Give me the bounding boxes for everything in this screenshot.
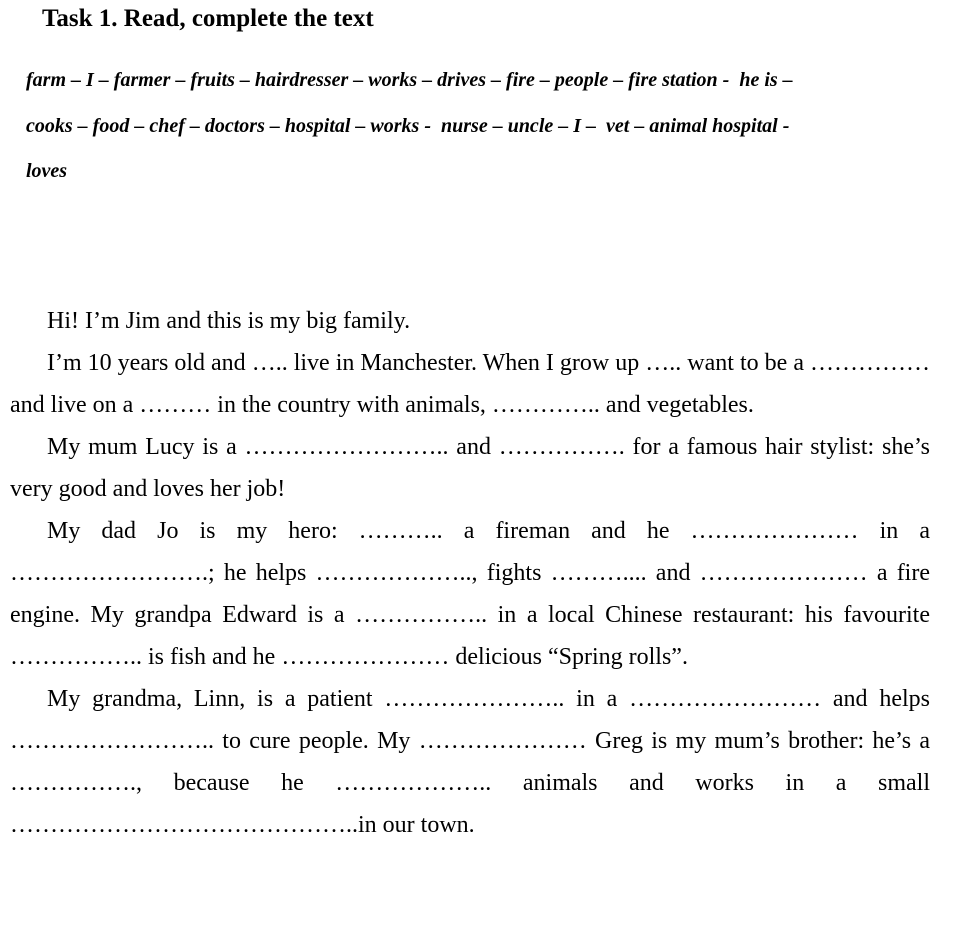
word-bank-line: farm – I – farmer – fruits – hairdresser – works – drives – fire – people – fire station - he is – (26, 69, 793, 91)
text-paragraph-dad-grandpa: My dad Jo is my hero: ……….. a fireman and he ………………… in a …………………….; he helps ……………….., fights ……….... and ………………… a fire engine. My grandpa Edward is a …………….. in a local Chinese restaurant: his favourite …………….. is fish and he ………………… delicious “Spring rolls”. (10, 518, 930, 670)
word-bank-line: cooks – food – chef – doctors – hospital – works - nurse – uncle – I – vet – animal hospital - (26, 114, 790, 137)
text-paragraph-mum: My mum Lucy is a …………………….. and ……………. for a famous hair stylist: she’s very good and loves her job! (10, 434, 930, 502)
text-paragraph-jim: I’m 10 years old and ….. live in Manchester. When I grow up ….. want to be a …………… and live on a ……… in the country with animals, ………….. and vegetables. (10, 350, 930, 418)
text-paragraph-grandma-uncle: My grandma, Linn, is a patient ………………….. in a …………………… and helps …………………….. to cure people. My ………………… Greg is my mum’s brother: he’s a ……………., because he ……………….. animals and works in a small ……………………………………..in our town. (10, 686, 930, 838)
word-bank (26, 58, 946, 195)
task-title: Task 1. Read, complete the text (42, 5, 374, 32)
reading-text (10, 300, 930, 846)
text-paragraph-greeting: Hi! I’m Jim and this is my big family. (47, 308, 411, 334)
word-bank-line: loves (26, 160, 68, 182)
